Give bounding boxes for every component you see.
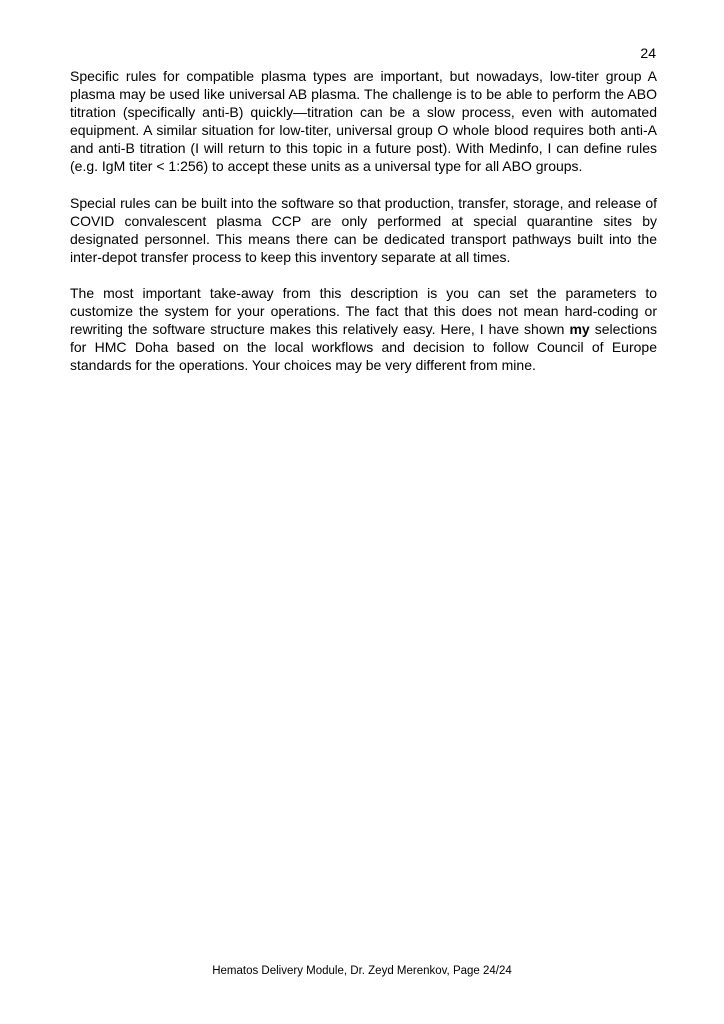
document-body: [70, 67, 657, 392]
paragraph-plasma-rules: Specific rules for compatible plasma types are important, but nowadays, low-titer group A plasma may be used like universal AB plasma. The challenge is to be able to perform the ABO titration (specifically anti-B) quickly—titration can be a slow process, even with automated equipment. A similar situation for low-titer, universal group O whole blood requires both anti-A and anti-B titration (I will return to this topic in a future post). With Medinfo, I can define rules (e.g. IgM titer < 1:256) to accept these units as a universal type for all ABO groups.: [70, 68, 657, 175]
takeaway-text-start: The most important take-away from this description is you can set the parameters to customize the system for your operations. The fact that this does not mean hard-coding or rewriting the software structure makes this relatively easy. Here, I have shown: [70, 284, 657, 338]
page-footer: Hematos Delivery Module, Dr. Zeyd Merenkov, Page 24/24: [212, 965, 512, 977]
emphasis-my: my: [569, 321, 590, 338]
page-number: 24: [640, 45, 656, 61]
paragraph-takeaway: [70, 284, 657, 374]
takeaway-text-end: selections for HMC Doha based on the local workflows and decision to follow Council of Europe standards for the operations. Your choices may be very different from mine.: [70, 321, 657, 374]
paragraph-ccp-rules: Special rules can be built into the software so that production, transfer, storage, and release of COVID convalescent plasma CCP are only performed at special quarantine sites by designated personnel. This means there can be dedicated transport pathways built into the inter-depot transfer process to keep this inventory separate at all times.: [70, 194, 657, 265]
